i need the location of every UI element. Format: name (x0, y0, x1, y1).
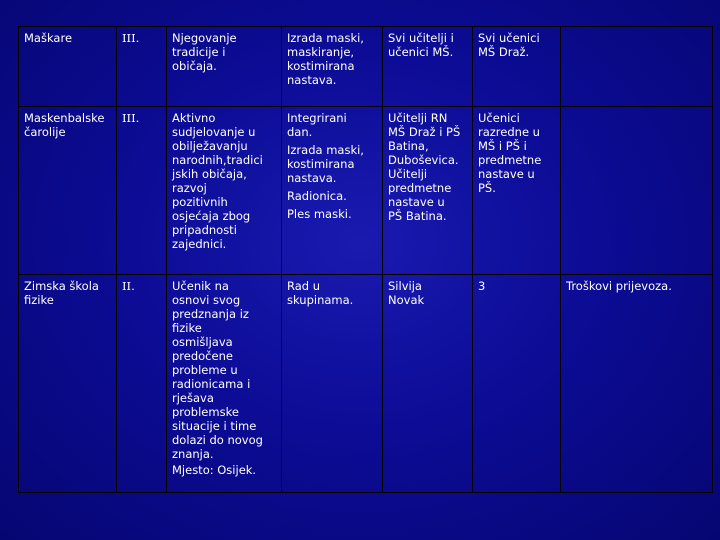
grade-cell: III. (117, 27, 167, 107)
participants-cell: Učenici razredne u MŠ i PŠ i predmetne nastave u PŠ. (473, 107, 561, 275)
activity-table (18, 26, 713, 493)
cost-cell: Troškovi prijevoza. (561, 275, 713, 493)
method-cell: Integrirani dan. Izrada maski, kostimirana nastava. Radionica. Ples maski. (282, 107, 383, 275)
activity-name: Maskenbalske čarolije (19, 107, 117, 275)
grade-cell: II. (117, 275, 167, 493)
goal-cell: Učenik na osnovi svog predznanja iz fizike osmišljava predočene probleme u radionicama i rješava problemske situacije i time dolazi do novog znanja. Mjesto: Osijek. (167, 275, 282, 493)
participants-cell: 3 (473, 275, 561, 493)
activity-name: Maškare (19, 27, 117, 107)
grade-cell: III. (117, 107, 167, 275)
method-cell: Izrada maski, maskiranje, kostimirana nastava. (282, 27, 383, 107)
table-row (19, 275, 713, 493)
lead-cell: Svi učitelji i učenici MŠ. (383, 27, 473, 107)
activity-name: Zimska škola fizike (19, 275, 117, 493)
cost-cell (561, 107, 713, 275)
participants-cell: Svi učenici MŠ Draž. (473, 27, 561, 107)
table-row (19, 107, 713, 275)
method-cell: Rad u skupinama. (282, 275, 383, 493)
goal-cell: Njegovanje tradicije i običaja. (167, 27, 282, 107)
cost-cell (561, 27, 713, 107)
goal-cell: Aktivno sudjelovanje u obilježavanju narodnih,tradici jskih običaja, razvoj pozitivnih osjećaja zbog pripadnosti zajednici. (167, 107, 282, 275)
table-row (19, 27, 713, 107)
lead-cell: Silvija Novak (383, 275, 473, 493)
lead-cell: Učitelji RN MŠ Draž i PŠ Batina, Duboševica. Učitelji predmetne nastave u PŠ Batina. (383, 107, 473, 275)
